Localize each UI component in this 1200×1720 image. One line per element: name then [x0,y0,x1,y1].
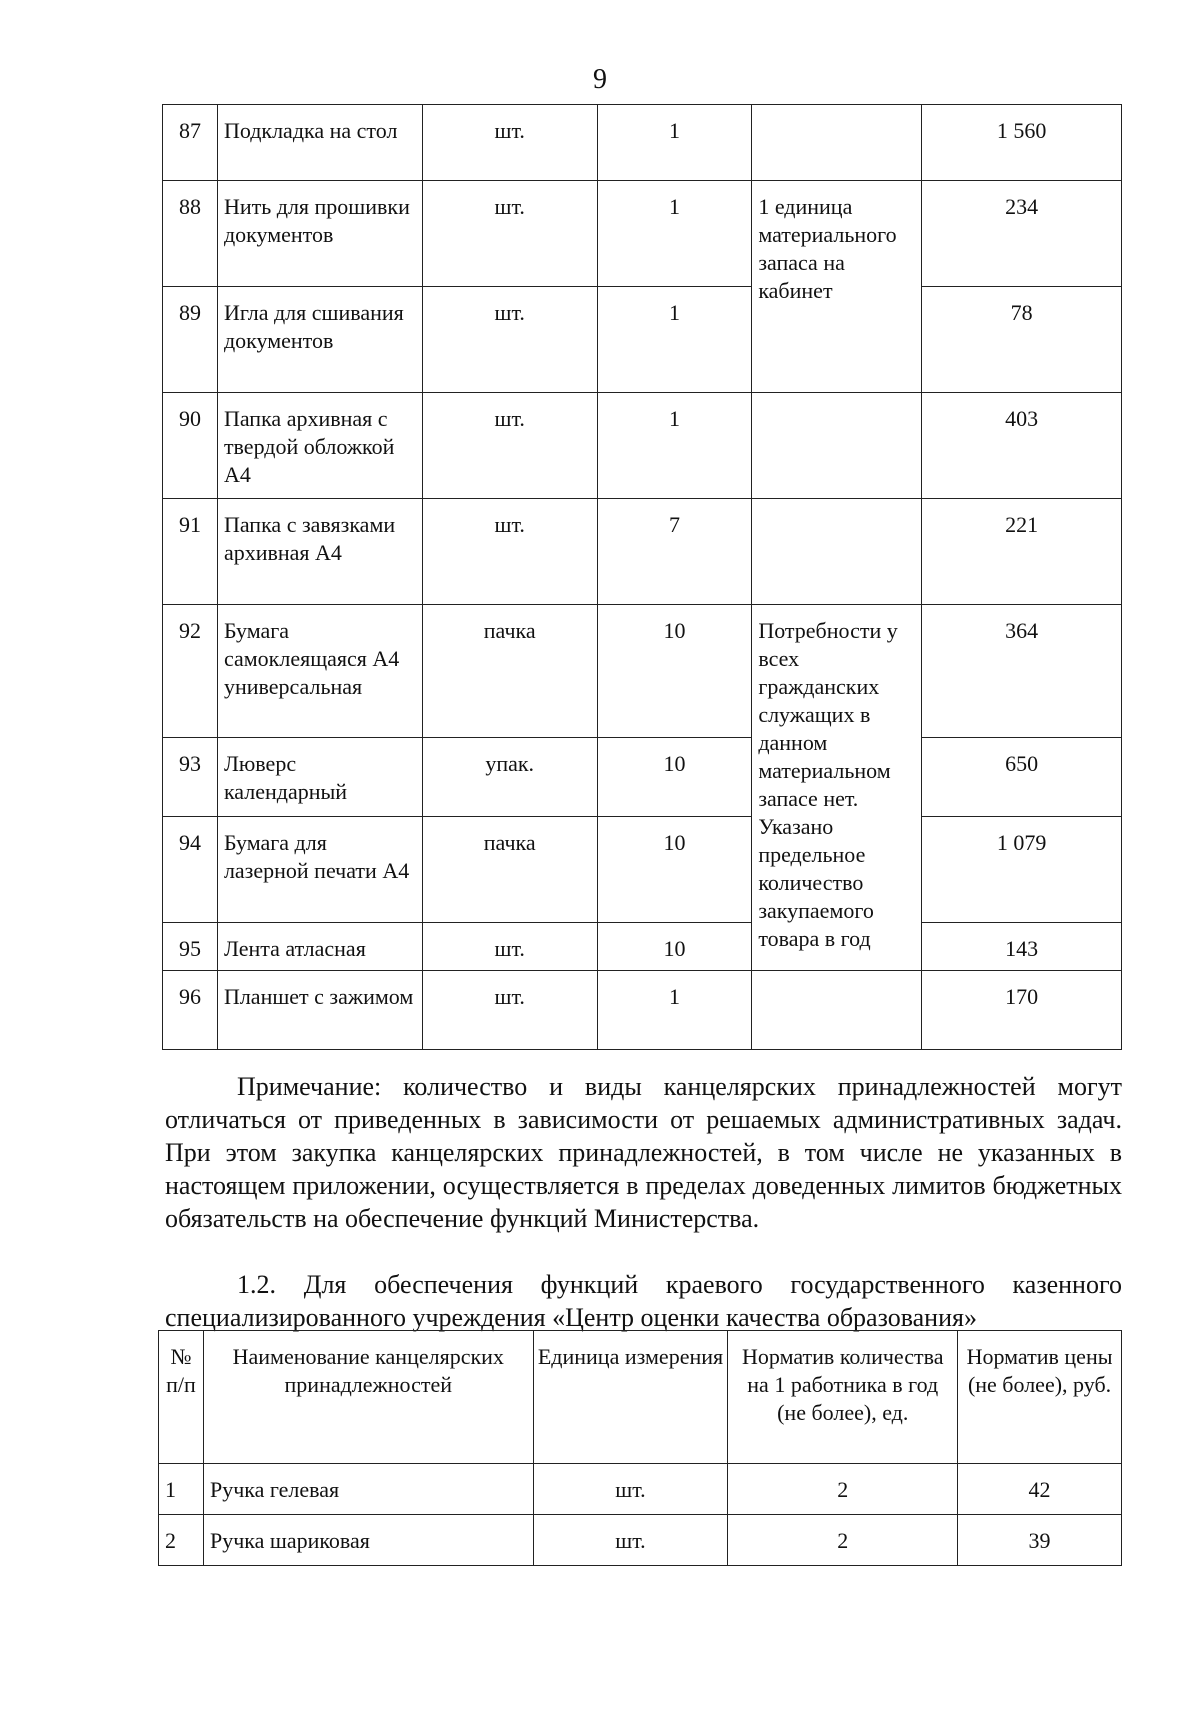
table-row [159,1464,1122,1515]
row-number: 92 [163,605,218,738]
page-number: 9 [593,64,607,95]
item-unit: пачка [422,817,597,923]
item-quantity: 1 [597,287,752,393]
table-row [163,181,1122,287]
note-paragraph: Примечание: количество и виды канцелярских принадлежностей могут отличаться от приведенных в зависимости от решаемых административных задач. При этом закупка канцелярских принадлежностей, в том числе не указанных в настоящем приложении, осуществляется в пределах доведенных лимитов бюджетных обязательств на обеспечение функций Министерства. [165,1072,1122,1233]
item-name: Подкладка на стол [217,105,422,181]
item-name: Ручка шариковая [203,1515,533,1566]
header-name: Наименование канцелярских принадлежностей [203,1331,533,1464]
item-quantity: 1 [597,181,752,287]
note-limit: Потребности у всех гражданских служащих в данном материальном запасе нет. Указано предельное количество закупаемого товара в год [752,605,922,971]
row-number: 1 [159,1464,204,1515]
section-heading: 1.2. Для обеспечения функций краевого государственного казенного специализированного учреждения «Центр оценки качества образования» [165,1270,1122,1332]
item-price: 221 [922,499,1122,605]
item-quantity: 7 [597,499,752,605]
item-unit: шт. [533,1515,728,1566]
row-number: 87 [163,105,218,181]
item-price: 42 [958,1464,1122,1515]
item-unit: шт. [422,971,597,1050]
item-note [752,105,922,181]
item-price: 1 560 [922,105,1122,181]
item-unit: шт. [422,923,597,971]
item-price: 170 [922,971,1122,1050]
header-number: № п/п [159,1331,204,1464]
item-name: Нить для прошивки документов [217,181,422,287]
item-name: Люверс календарный [217,738,422,817]
item-price: 39 [958,1515,1122,1566]
table-row [163,287,1122,393]
table-row [163,923,1122,971]
row-number: 91 [163,499,218,605]
item-quantity: 2 [728,1464,958,1515]
item-unit: шт. [422,499,597,605]
table-row [159,1515,1122,1566]
item-unit: шт. [533,1464,728,1515]
row-number: 96 [163,971,218,1050]
row-number: 2 [159,1515,204,1566]
row-number: 94 [163,817,218,923]
item-unit: шт. [422,393,597,499]
row-number: 88 [163,181,218,287]
table-row [163,817,1122,923]
table-row [163,971,1122,1050]
item-quantity: 10 [597,738,752,817]
row-number: 90 [163,393,218,499]
stationery-table-continued [162,104,1122,1050]
table-row [163,499,1122,605]
item-name: Планшет с зажимом [217,971,422,1050]
header-price: Норматив цены (не более), руб. [958,1331,1122,1464]
item-price: 234 [922,181,1122,287]
header-unit: Единица измерения [533,1331,728,1464]
note-cabinet: 1 единица материального запаса на кабинет [752,181,922,393]
item-unit: шт. [422,181,597,287]
row-number: 95 [163,923,218,971]
row-number: 93 [163,738,218,817]
item-note [752,499,922,605]
item-quantity: 10 [597,605,752,738]
item-price: 403 [922,393,1122,499]
item-name: Бумага для лазерной печати А4 [217,817,422,923]
table-header-row [159,1331,1122,1464]
item-quantity: 1 [597,393,752,499]
item-unit: пачка [422,605,597,738]
item-price: 650 [922,738,1122,817]
item-unit: шт. [422,287,597,393]
table-row [163,105,1122,181]
item-quantity: 2 [728,1515,958,1566]
item-name: Игла для сшивания документов [217,287,422,393]
item-unit: упак. [422,738,597,817]
item-name: Лента атласная [217,923,422,971]
item-price: 143 [922,923,1122,971]
item-name: Папка с завязками архивная А4 [217,499,422,605]
table-row [163,738,1122,817]
item-unit: шт. [422,105,597,181]
item-note [752,393,922,499]
table-row [163,393,1122,499]
item-name: Ручка гелевая [203,1464,533,1515]
item-price: 364 [922,605,1122,738]
item-quantity: 10 [597,923,752,971]
row-number: 89 [163,287,218,393]
item-quantity: 10 [597,817,752,923]
table-row [163,605,1122,738]
stationery-table-section-1-2 [158,1330,1122,1566]
item-name: Папка архивная с твердой обложкой А4 [217,393,422,499]
item-quantity: 1 [597,105,752,181]
item-name: Бумага самоклеящаяся А4 универсальная [217,605,422,738]
item-price: 1 079 [922,817,1122,923]
item-note [752,971,922,1050]
item-quantity: 1 [597,971,752,1050]
header-quantity: Норматив количества на 1 работника в год (не более), ед. [728,1331,958,1464]
item-price: 78 [922,287,1122,393]
